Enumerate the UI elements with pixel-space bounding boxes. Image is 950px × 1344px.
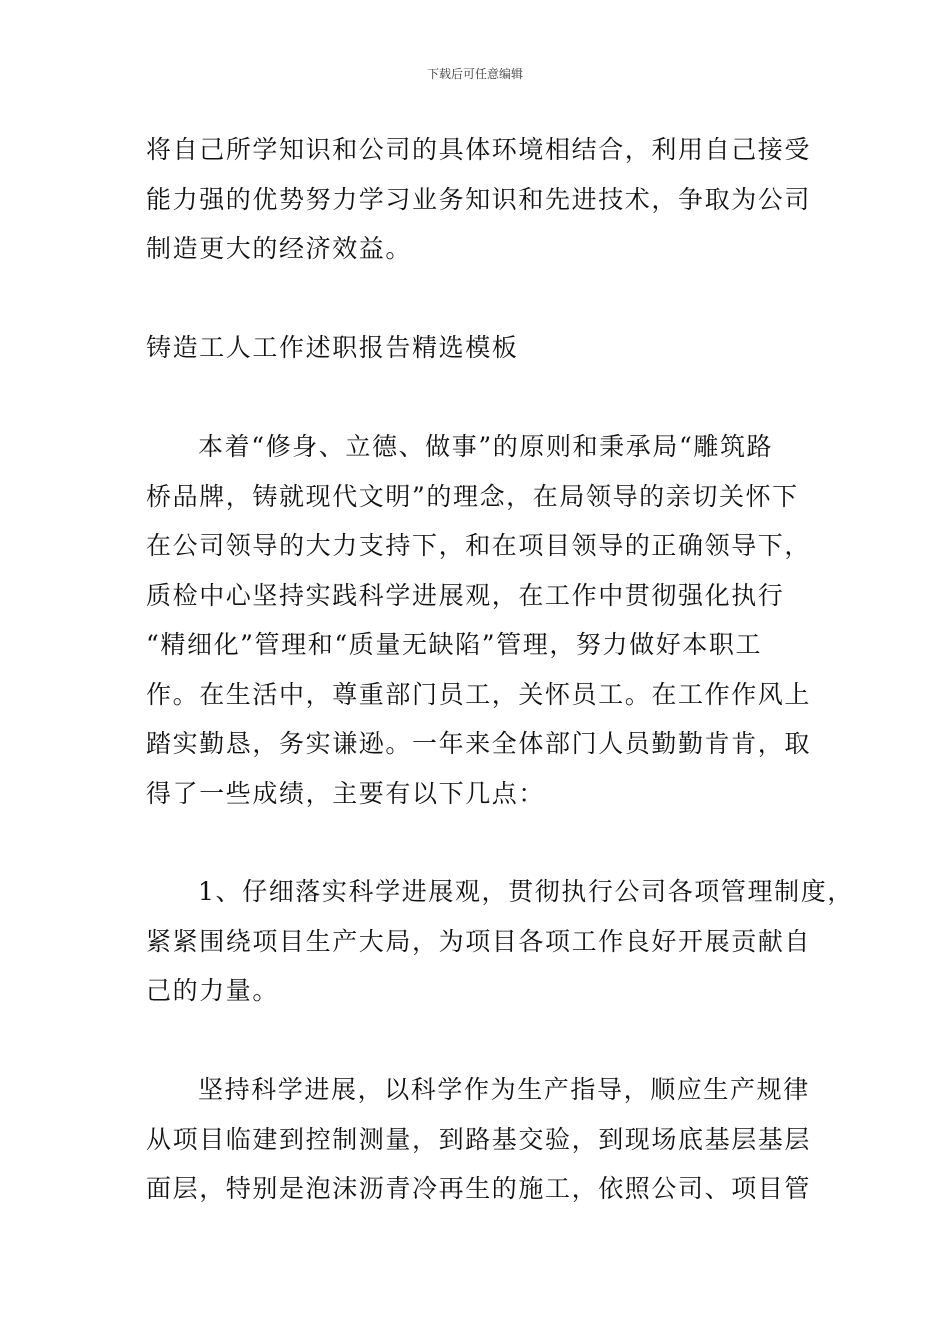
text-line: 质检中心坚持实践科学进展观，在工作中贯彻强化执行 [146, 580, 785, 610]
text-line: 从项目临建到控制测量，到路基交验，到现场底基层基层 [146, 1124, 812, 1154]
text-line: 桥品牌，铸就现代文明”的理念，在局领导的亲切关怀下 [146, 481, 799, 511]
paragraph-principles [146, 422, 816, 818]
text-line: 1、仔细落实科学进展观，贯彻执行公司各项管理制度， [198, 877, 854, 906]
text-line: 坚持科学进展，以科学作为生产指导，顺应生产规律 [198, 1075, 810, 1104]
text-line: 能力强的优势努力学习业务知识和先进技术，争取为公司 [146, 184, 812, 214]
text-line: 将自己所学知识和公司的具体环境相结合，利用自己接受 [146, 135, 812, 164]
text-line: 作。在生活中，尊重部门员工，关怀员工。在工作作风上 [146, 679, 812, 709]
text-line: “精细化”管理和“质量无缺陷”管理，努力做好本职工 [146, 630, 763, 659]
paragraph-point-1 [146, 867, 854, 1016]
page-header: 下载后可任意编辑 [426, 67, 523, 81]
text-line: 面层，特别是泡沫沥青冷再生的施工，依照公司、项目管 [146, 1174, 812, 1203]
section-title [146, 323, 816, 373]
paragraph-scientific-progress [146, 1065, 816, 1214]
text-line: 己的力量。 [146, 976, 280, 1005]
text-line: 得了一些成绩，主要有以下几点： [146, 778, 546, 808]
paragraph-intro-continuation [146, 125, 816, 274]
section-title-text: 铸造工人工作述职报告精选模板 [146, 333, 519, 362]
text-line: 紧紧围绕项目生产大局，为项目各项工作良好开展贡献自 [146, 926, 812, 956]
text-line: 在公司领导的大力支持下，和在项目领导的正确领导下， [146, 531, 812, 560]
text-line: 踏实勤恳，务实谦逊。一年来全体部门人员勤勤肯肯，取 [146, 729, 812, 758]
text-line: 本着“修身、立德、做事”的原则和秉承局“雕筑路 [198, 432, 774, 461]
text-line: 制造更大的经济效益。 [146, 234, 413, 263]
